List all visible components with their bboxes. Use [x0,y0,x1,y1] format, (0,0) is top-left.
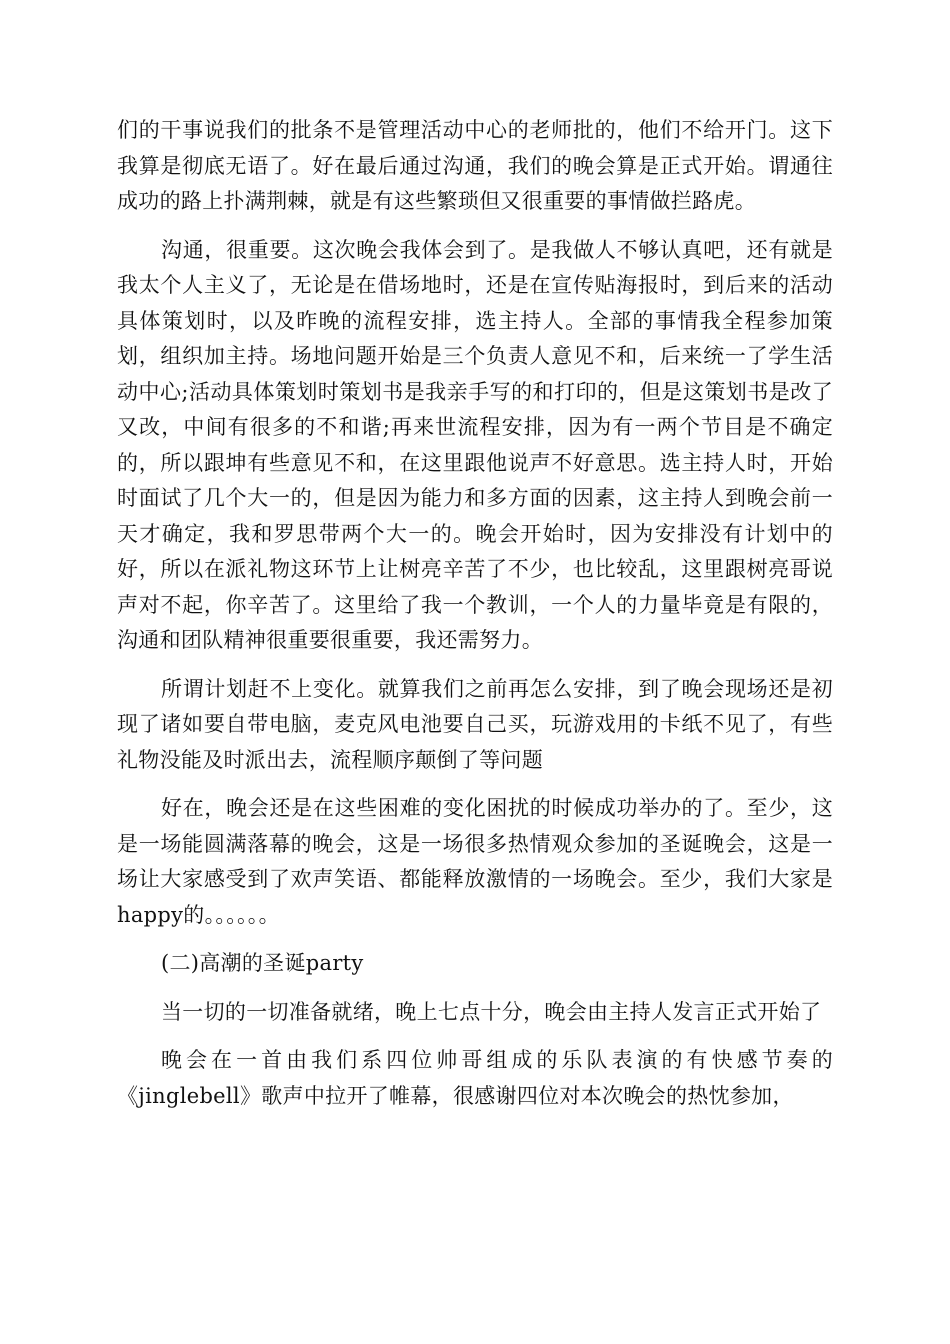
paragraph-plan-changes: 所谓计划赶不上变化。就算我们之前再怎么安排，到了晚会现场还是初现了诸如要自带电脑，麦克风电池要自己买，玩游戏用的卡纸不见了，有些礼物没能及时派出去，流程顺序颠倒了等问题 [117,676,833,772]
document-body [117,113,833,1127]
section-heading-party: (二)高潮的圣诞party [161,951,364,975]
paragraph-party-start: 当一切的一切准备就绪，晚上七点十分，晚会由主持人发言正式开始了 [161,999,822,1024]
paragraph-communication-importance: 沟通，很重要。这次晚会我体会到了。是我做人不够认真吧，还有就是我太个人主义了，无论是在借场地时，还是在宣传贴海报时，到后来的活动具体策划时，以及昨晚的流程安排，选主持人。全部的事情我全程参加策划，组织加主持。场地问题开始是三个负责人意见不和，后来统一了学生活动中心;活动具体策划时策划书是我亲手写的和打印的，但是这策划书是改了又改，中间有很多的不和谐;再来世流程安排，因为有一两个节目是不确定的，所以跟坤有些意见不和，在这里跟他说声不好意思。选主持人时，开始时面试了几个大一的，但是因为能力和多方面的因素，这主持人到晚会前一天才确定，我和罗思带两个大一的。晚会开始时，因为安排没有计划中的好，所以在派礼物这环节上让树亮辛苦了不少，也比较乱，这里跟树亮哥说声对不起，你辛苦了。这里给了我一个教训，一个人的力量毕竟是有限的，沟通和团队精神很重要很重要，我还需努力。 [117,237,833,652]
paragraph-communication-intro: 们的干事说我们的批条不是管理活动中心的老师批的，他们不给开门。这下我算是彻底无语了。好在最后通过沟通，我们的晚会算是正式开始。谓通往成功的路上扑满荆棘，就是有这些繁琐但又很重要的事情做拦路虎。 [117,118,833,213]
paragraph-opening-song: 晚会在一首由我们系四位帅哥组成的乐队表演的有快感节奏的《jinglebell》歌声中拉开了帷幕，很感谢四位对本次晚会的热忱参加， [117,1048,833,1108]
paragraph-success: 好在，晚会还是在这些困难的变化困扰的时候成功举办的了。至少，这是一场能圆满落幕的晚会，这是一场很多热情观众参加的圣诞晚会，这是一场让大家感受到了欢声笑语、都能释放激情的一场晚会。至少，我们大家是happy的。。。。。。 [117,796,833,927]
